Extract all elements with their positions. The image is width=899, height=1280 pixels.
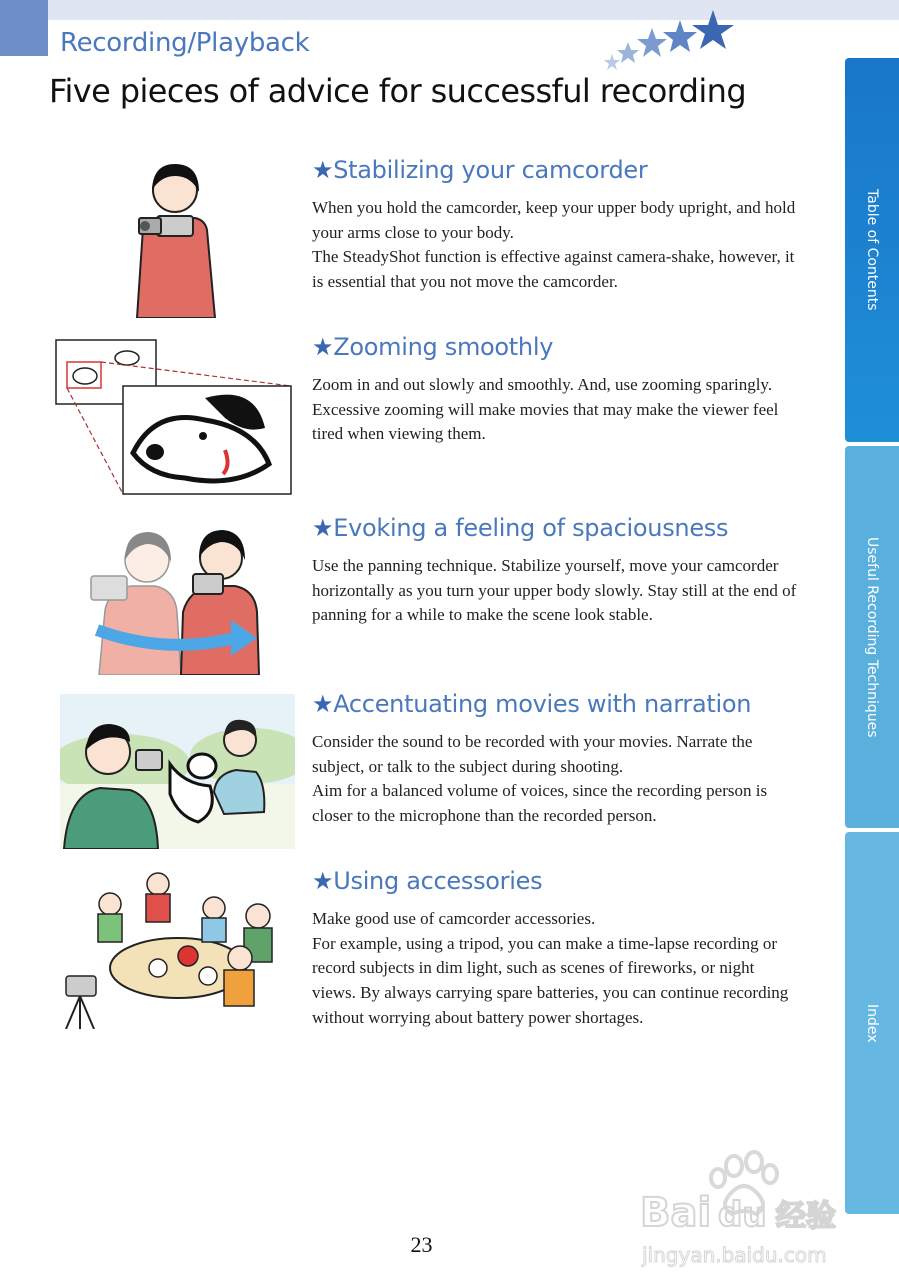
tip-zooming <box>312 333 802 447</box>
tip-paragraph: Zoom in and out slowly and smoothly. And, use zooming sparingly. Excessive zooming will make movies that may make the viewer feel tired when viewing them. <box>312 375 779 444</box>
decorative-stars-icon <box>600 8 740 72</box>
svg-text:du: du <box>718 1195 767 1235</box>
tip-paragraph: The SteadyShot function is effective against camera-shake, however, it is essential that you not move the camcorder. <box>312 247 795 292</box>
page-title: Five pieces of advice for successful recording <box>49 72 747 110</box>
illustration-accessories <box>58 872 293 1029</box>
illustration-zooming <box>55 338 295 498</box>
tip-accessories <box>312 867 802 1031</box>
tip-title: Evoking a feeling of spaciousness <box>333 514 729 542</box>
tip-paragraph: Consider the sound to be recorded with your movies. Narrate the subject, or talk to the subject during shooting. <box>312 732 753 776</box>
tip-heading <box>312 690 802 718</box>
tab-label: Useful Recording Techniques <box>864 536 880 738</box>
section-heading: Recording/Playback <box>60 28 310 58</box>
tip-heading <box>312 514 802 542</box>
tip-narration <box>312 690 802 829</box>
star-icon: ★ <box>312 690 334 718</box>
star-icon: ★ <box>312 156 334 184</box>
tip-spaciousness <box>312 514 802 628</box>
tip-stabilizing <box>312 156 802 295</box>
header-corner-block <box>0 0 48 56</box>
tip-body <box>312 907 802 1031</box>
svg-text:经验: 经验 <box>776 1199 836 1234</box>
tip-title: Using accessories <box>333 867 543 895</box>
tip-body <box>312 196 802 295</box>
tip-paragraph: Make good use of camcorder accessories. <box>312 909 596 928</box>
baidu-watermark-logo <box>638 1148 848 1272</box>
tab-label: Table of Contents <box>864 189 880 311</box>
tip-body <box>312 730 802 829</box>
tip-body <box>312 554 802 628</box>
star-icon: ★ <box>312 867 334 895</box>
illustration-panning <box>85 520 265 675</box>
star-icon: ★ <box>312 333 334 361</box>
tab-index[interactable] <box>845 832 899 1214</box>
svg-text:jingyan.baidu.com: jingyan.baidu.com <box>642 1243 827 1267</box>
tip-title: Stabilizing your camcorder <box>333 156 648 184</box>
top-bar <box>0 0 899 20</box>
tip-paragraph: Use the panning technique. Stabilize yourself, move your camcorder horizontally as you turn your upper body slowly. Stay still at the end of panning for a while to make the scene look stable. <box>312 556 797 625</box>
tip-paragraph: For example, using a tripod, you can make a time-lapse recording or record subjects in dim light, such as scenes of fireworks, or night views. By always carrying spare batteries, you can continue recording without worrying about battery power shortages. <box>312 933 789 1027</box>
tip-paragraph: When you hold the camcorder, keep your upper body upright, and hold your arms close to your body. <box>312 198 796 242</box>
tip-body <box>312 373 802 447</box>
illustration-stabilizing <box>125 158 225 318</box>
tip-heading <box>312 333 802 361</box>
illustration-narration <box>60 694 295 849</box>
star-icon: ★ <box>312 514 334 542</box>
tab-useful-recording-techniques[interactable] <box>845 446 899 828</box>
tip-paragraph: Aim for a balanced volume of voices, since the recording person is closer to the microphone than the recorded person. <box>312 781 768 826</box>
svg-text:Bai: Bai <box>640 1190 712 1236</box>
tip-heading <box>312 867 802 895</box>
tip-heading <box>312 156 802 184</box>
tab-table-of-contents[interactable] <box>845 58 899 442</box>
tab-label: Index <box>864 1003 880 1043</box>
tip-title: Zooming smoothly <box>333 333 554 361</box>
tip-title: Accentuating movies with narration <box>333 690 752 718</box>
page-number: 23 <box>410 1232 433 1257</box>
